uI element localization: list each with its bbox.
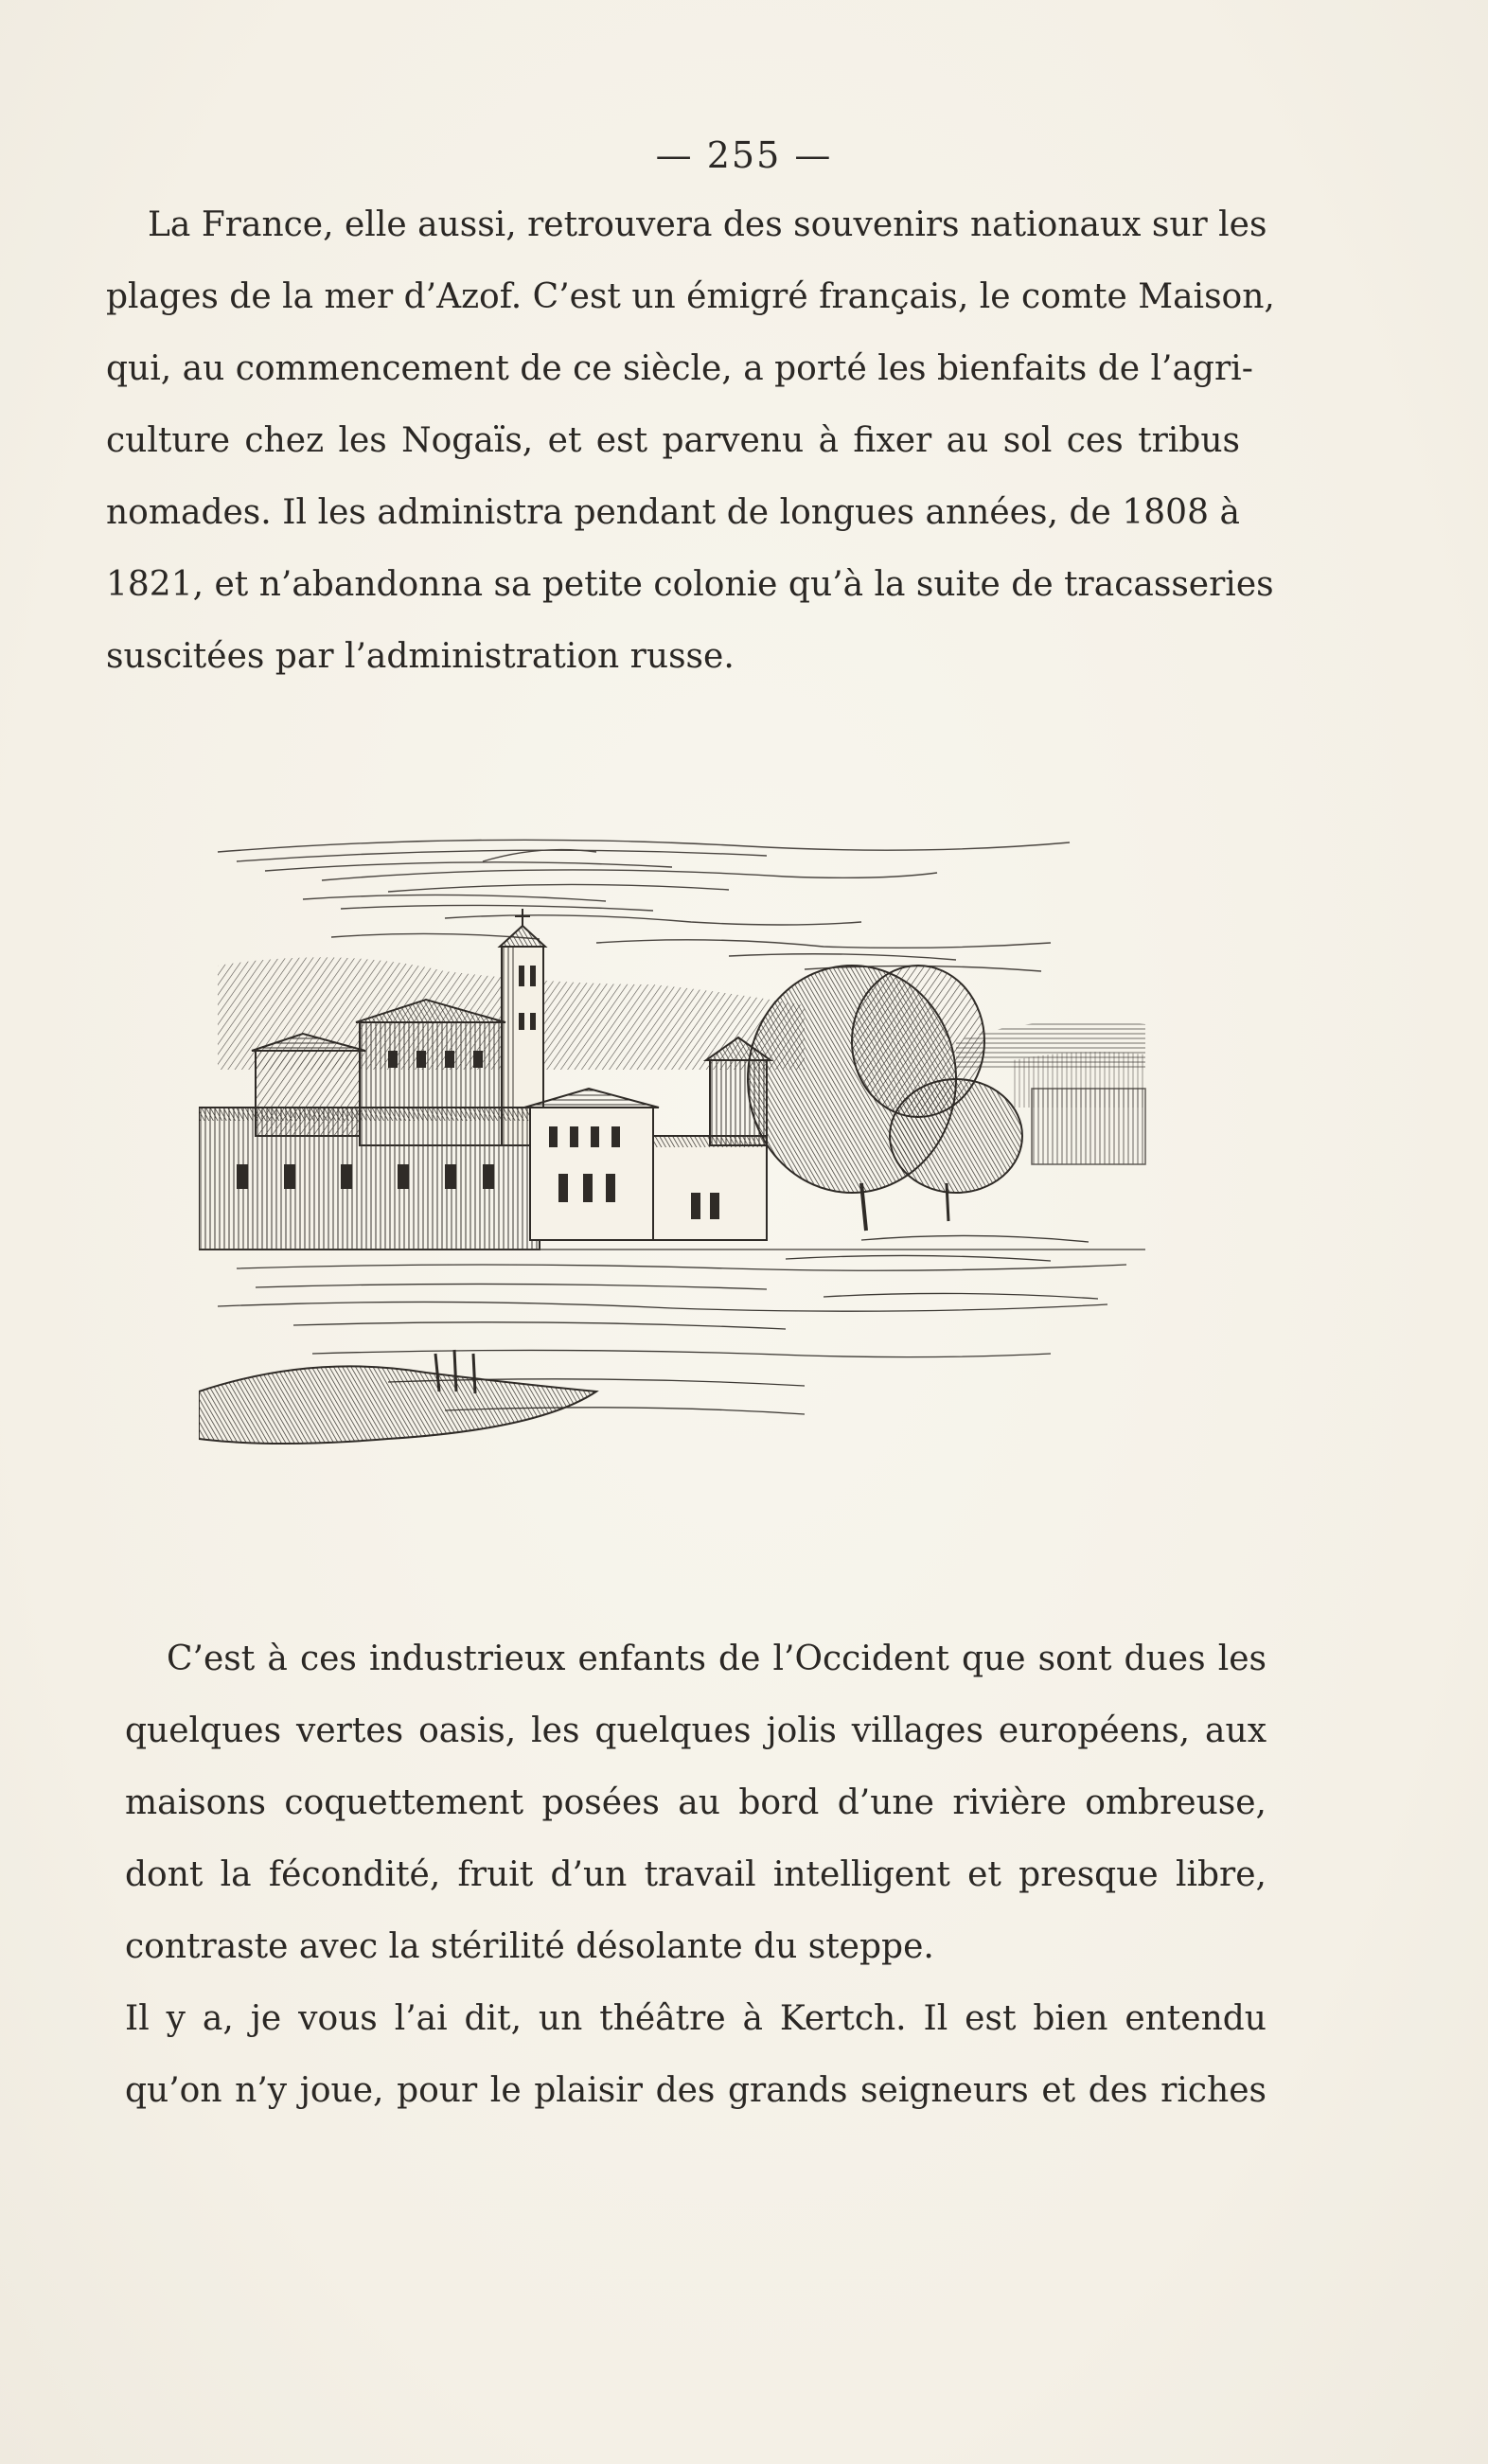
- text-line: suscitées par l’administration russe.: [106, 637, 735, 676]
- text-line: contraste avec la stérilité désolante du steppe.: [125, 1927, 934, 1966]
- text-line: 1821, et n’abandonna sa petite colonie qu’à la suite de tracasseries: [106, 565, 1274, 604]
- sky-clouds: [218, 840, 1070, 971]
- text-line: maisons coquettement posées au bord d’une rivière ombreuse,: [125, 1783, 1267, 1822]
- tree-cluster: [748, 966, 1022, 1231]
- text-line: dont la fécondité, fruit d’un travail intelligent et presque libre,: [125, 1855, 1267, 1894]
- text-line: La France, elle aussi, retrouvera des souvenirs nationaux sur les: [148, 205, 1267, 244]
- page-number: — 255 —: [655, 134, 833, 176]
- text-line: qui, au commencement de ce siècle, a porté les bienfaits de l’agri-: [106, 349, 1253, 388]
- text-line: culture chez les Nogaïs, et est parvenu à fixer au sol ces tribus: [106, 421, 1240, 460]
- text-line: C’est à ces industrieux enfants de l’Occident que sont dues les: [167, 1640, 1267, 1678]
- text-line: nomades. Il les administra pendant de longues années, de 1808 à: [106, 493, 1240, 532]
- paragraph-3: [125, 1983, 1267, 2127]
- foreground-bank: [199, 1350, 596, 1444]
- paragraph-2: [125, 1623, 1267, 1983]
- distant-building: [1032, 1089, 1145, 1164]
- text-line: Il y a, je vous l’ai dit, un théâtre à Kertch. Il est bien entendu: [125, 1999, 1267, 2038]
- paragraph-1: [106, 189, 1275, 693]
- text-line: plages de la mer d’Azof. C’est un émigré français, le comte Maison,: [106, 277, 1275, 316]
- village-river-engraving: [199, 824, 1155, 1458]
- text-line: qu’on n’y joue, pour le plaisir des grands seigneurs et des riches: [125, 2071, 1267, 2110]
- text-line: quelques vertes oasis, les quelques jolis villages européens, aux: [125, 1711, 1267, 1750]
